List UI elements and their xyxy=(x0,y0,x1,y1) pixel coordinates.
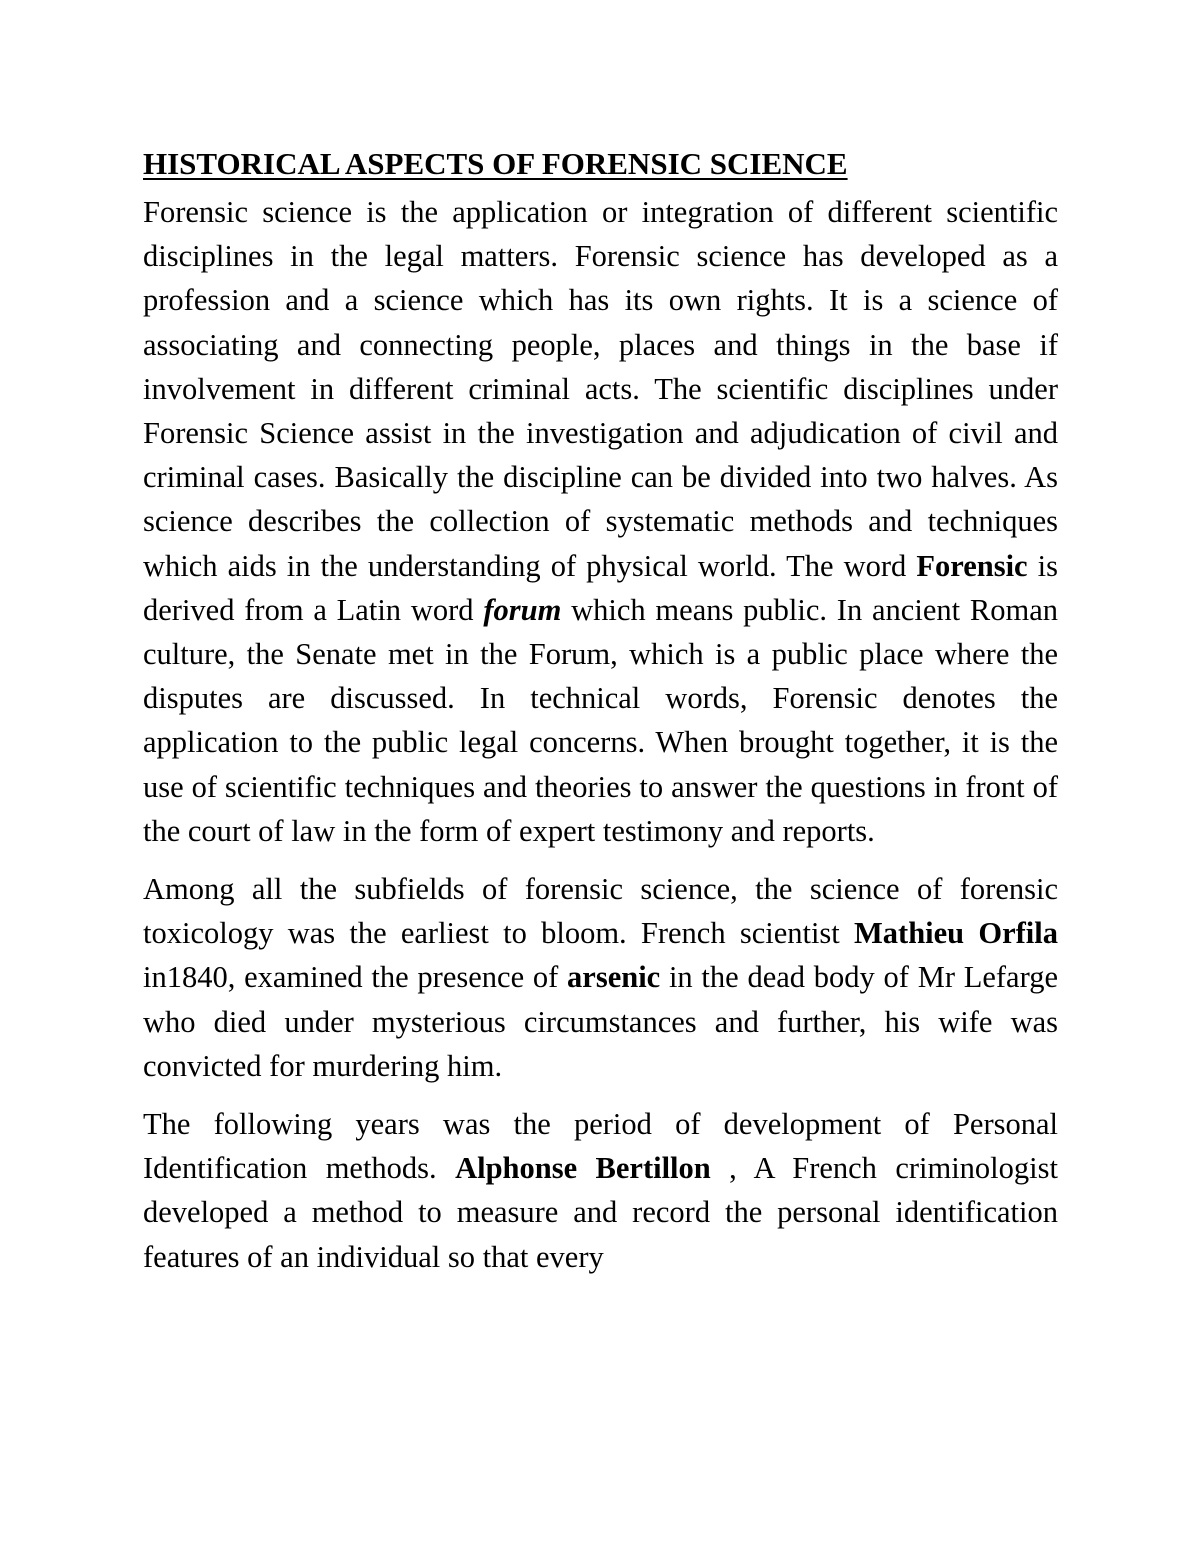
p1-text-c: is derived from a Latin word xyxy=(143,548,1058,627)
p2-text-a: Among all the subfields of forensic science, the science of forensic toxicology was the earliest to bloom. French scientist xyxy=(143,872,1058,951)
paragraph-toxicology xyxy=(143,867,1058,1088)
p3-text-a: The following years was the period of development of Personal Identification methods. xyxy=(143,1107,1058,1186)
document-title: HISTORICAL ASPECTS OF FORENSIC SCIENCE xyxy=(143,146,848,181)
p1-term-forensic: Forensic xyxy=(916,548,1028,583)
p3-text-c: , A French criminologist developed a method to measure and record the personal identification features of an individual so that every xyxy=(143,1151,1058,1274)
p2-name-orfila: Mathieu Orfila xyxy=(854,916,1058,951)
document-page xyxy=(143,142,1058,1293)
p1-text-e: which means public. In ancient Roman culture, the Senate met in the Forum, which is a public place where the disputes are discussed. In technical words, Forensic denotes the application to the public legal concerns. When brought together, it is the use of scientific techniques and theories to answer the questions in front of the court of law in the form of expert testimony and reports. xyxy=(143,592,1058,848)
p3-name-bertillon: Alphonse Bertillon xyxy=(455,1151,711,1186)
p2-term-arsenic: arsenic xyxy=(567,960,661,995)
paragraph-definition xyxy=(143,190,1058,853)
p1-text-a: Forensic science is the application or integration of different scientific disciplines in the legal matters. Forensic science has developed as a profession and a science which has its own rights. It is a science of associating and connecting people, places and things in the base if involvement in different criminal acts. The scientific disciplines under Forensic Science assist in the investigation and adjudication of civil and criminal cases. Basically the discipline can be divided into two halves. As science describes the collection of systematic methods and techniques which aids in the understanding of physical world. The word xyxy=(143,195,1058,583)
p2-text-c: in1840, examined the presence of xyxy=(143,960,568,995)
p1-term-forum: forum xyxy=(483,592,562,627)
p2-text-e: in the dead body of Mr Lefarge who died under mysterious circumstances and further, his wife was convicted for murdering him. xyxy=(143,960,1058,1083)
paragraph-identification xyxy=(143,1102,1058,1279)
